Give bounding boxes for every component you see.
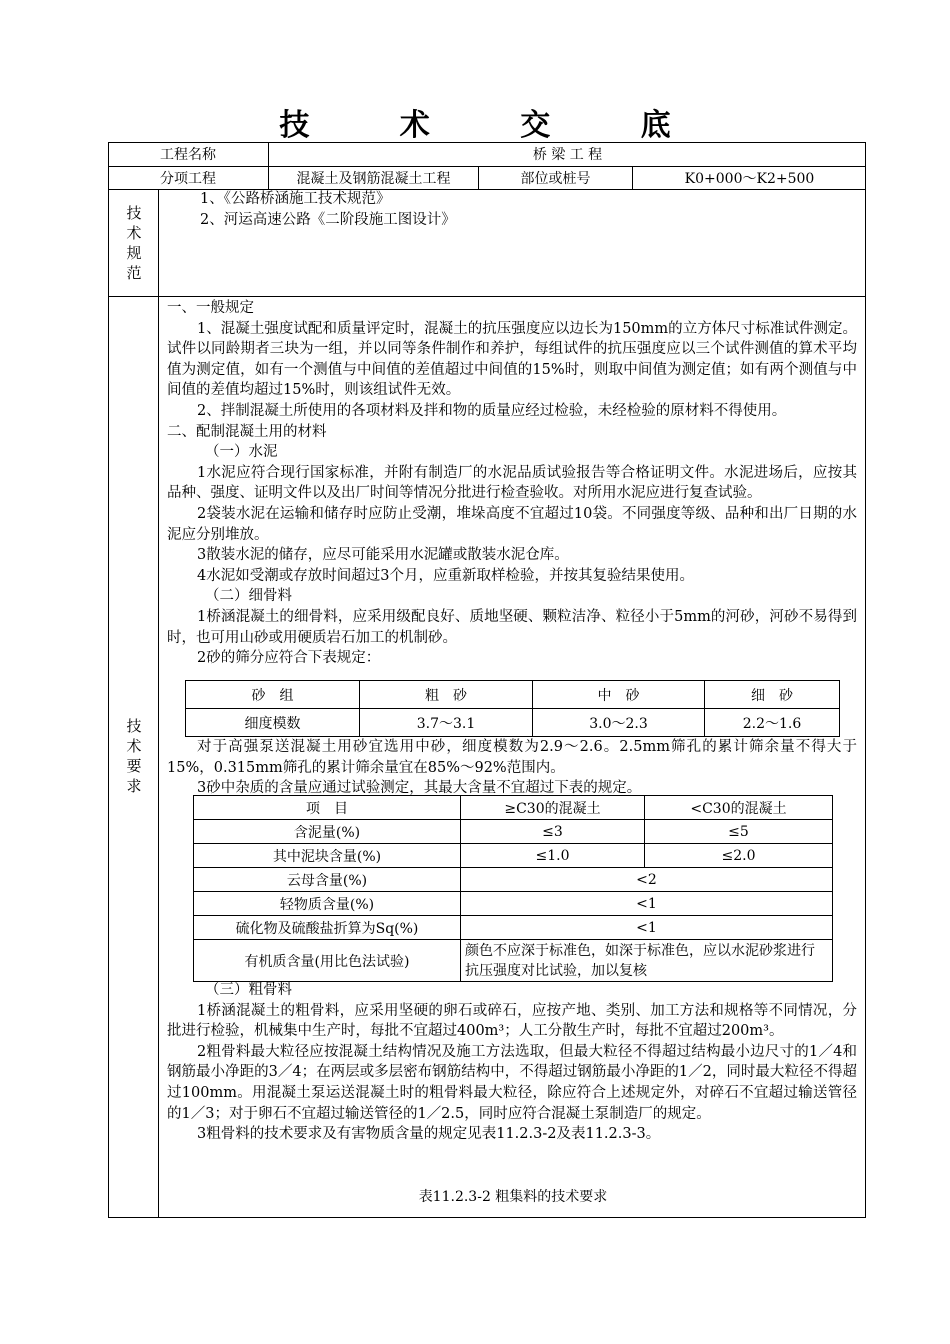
- table-caption: 表11.2.3-2 粗集料的技术要求: [418, 1189, 608, 1205]
- sand-grading-table: [185, 680, 840, 737]
- table-cell: 细度模数: [186, 709, 360, 737]
- subsection-heading: （二）细骨料: [205, 588, 292, 605]
- table-cell: 轻物质含量(%): [194, 892, 461, 916]
- paragraph: 2袋装水泥在运输和储存时应防止受潮，堆垛高度不宜超过10袋。不同强度等级、品种和出厂日期的水泥应分别堆放。: [167, 505, 857, 543]
- requirements-text-1: [167, 298, 857, 669]
- table-cell: 硫化物及硫酸盐折算为Sq(%): [194, 916, 461, 940]
- table-header-cell: 项 目: [194, 796, 461, 820]
- divider: [108, 296, 866, 297]
- divider: [158, 189, 159, 1218]
- page-title: 技 术 交 底: [279, 108, 711, 143]
- table-header-cell: <C30的混凝土: [645, 796, 833, 820]
- location-label: 部位或桩号: [520, 171, 591, 187]
- paragraph: 3砂中杂质的含量应通过试验测定，其最大含量不宜超过下表的规定。: [197, 780, 642, 797]
- requirements-label: 技术要求: [126, 717, 142, 795]
- table-cell: 有机质含量(用比色法试验): [194, 940, 461, 982]
- subitem-label: 分项工程: [160, 171, 216, 187]
- paragraph: 1、混凝土强度试配和质量评定时，混凝土的抗压强度应以边长为150mm的立方体尺寸标准试件测定。试件以同龄期者三块为一组，并以同等条件制作和养护，每组试件的抗压强度应以三个试件测值的算术平均值为测定值，如有一个测值与中间值的差值超过中间值的15%时，则取中间值为测定值；如有两个测值与中间值的差值均超过15%时，则该组试件无效。: [167, 320, 857, 399]
- table-cell: 2.2～1.6: [705, 709, 840, 737]
- subitem-value: 混凝土及钢筋混凝土工程: [296, 171, 451, 187]
- table-header-cell: 细 砂: [705, 681, 840, 709]
- spec-list: [200, 189, 860, 230]
- paragraph: 1桥涵混凝土的细骨料，应采用级配良好、质地坚硬、颗粒洁净、粒径小于5mm的河砂，河砂不易得到时，也可用山砂或用硬质岩石加工的机制砂。: [167, 608, 857, 646]
- table-cell: ≤3: [461, 820, 645, 844]
- table-cell: ≤2.0: [645, 844, 833, 868]
- paragraph: 2砂的筛分应符合下表规定：: [197, 650, 381, 667]
- paragraph: 2粗骨料最大粒径应按混凝土结构情况及施工方法选取，但最大粒径不得超过结构最小边尺寸的1／4和钢筋最小净距的3／4；在两层或多层密布钢筋结构中，不得超过钢筋最小净距的1／2，同时最大粒径不得超过100mm。用混凝土泵运送混凝土时的粗骨料最大粒径，除应符合上述规定外，对碎石不宜超过输送管径的1／3；对于卵石不宜超过输送管径的1／2.5，同时应符合混凝土泵制造厂的规定。: [167, 1043, 857, 1122]
- subsection-heading: （三）粗骨料: [205, 982, 292, 998]
- requirements-text-2: [167, 737, 857, 799]
- table-cell: ≤1.0: [461, 844, 645, 868]
- location-value: K0+000～K2+500: [684, 171, 815, 187]
- table-header-cell: ≥C30的混凝土: [461, 796, 645, 820]
- table-cell: 其中泥块含量(%): [194, 844, 461, 868]
- paragraph: 2、拌制混凝土所使用的各项材料及拌和物的质量应经过检验，未经检验的原材料不得使用。: [197, 402, 787, 419]
- section-heading: 一、一般规定: [167, 300, 254, 316]
- project-name-label: 工程名称: [160, 147, 216, 163]
- table-cell: <1: [461, 892, 833, 916]
- paragraph: 4水泥如受潮或存放时间超过3个月，应重新取样检验，并按其复验结果使用。: [197, 567, 694, 584]
- impurity-table: [193, 795, 833, 982]
- section-heading: 二、配制混凝土用的材料: [167, 423, 327, 440]
- table-cell: ≤5: [645, 820, 833, 844]
- paragraph: 对于高强泵送混凝土用砂宜选用中砂，细度模数为2.9～2.6。2.5mm筛孔的累计筛余量不得大于15%，0.315mm筛孔的累计筛余量宜在85%～92%范围内。: [167, 739, 857, 776]
- table-cell: <1: [461, 916, 833, 940]
- table-header-cell: 粗 砂: [360, 681, 533, 709]
- table-cell: 3.7～3.1: [360, 709, 533, 737]
- table-cell: 含泥量(%): [194, 820, 461, 844]
- paragraph: 1水泥应符合现行国家标准，并附有制造厂的水泥品质试验报告等合格证明文件。水泥进场后，应按其品种、强度、证明文件以及出厂时间等情况分批进行检查验收。对所用水泥应进行复查试验。: [167, 464, 857, 502]
- subsection-heading: （一）水泥: [205, 444, 278, 461]
- table-header-cell: 砂 组: [186, 681, 360, 709]
- project-name-value: 桥 梁 工 程: [532, 147, 603, 163]
- table-cell: 云母含量(%): [194, 868, 461, 892]
- spec-item: 2、河运高速公路《二阶段施工图设计》: [200, 211, 456, 228]
- table-cell: 颜色不应深于标准色，如深于标准色，应以水泥砂浆进行抗压强度对比试验，加以复核: [461, 940, 833, 982]
- table-header-cell: 中 砂: [533, 681, 705, 709]
- requirements-text-3: [167, 980, 857, 1145]
- paragraph: 1桥涵混凝土的粗骨料，应采用坚硬的卵石或碎石，应按产地、类别、加工方法和规格等不同情况，分批进行检验，机械集中生产时，每批不宜超过400m³；人工分散生产时，每批不宜超过200m³。: [167, 1002, 857, 1040]
- paragraph: 3粗骨料的技术要求及有害物质含量的规定见表11.2.3-2及表11.2.3-3。: [197, 1126, 661, 1143]
- spec-item: 1、《公路桥涵施工技术规范》: [200, 191, 391, 207]
- paragraph: 3散装水泥的储存，应尽可能采用水泥罐或散装水泥仓库。: [197, 547, 569, 564]
- table-cell: 3.0～2.3: [533, 709, 705, 737]
- spec-label: 技术规范: [126, 204, 142, 282]
- table-cell: <2: [461, 868, 833, 892]
